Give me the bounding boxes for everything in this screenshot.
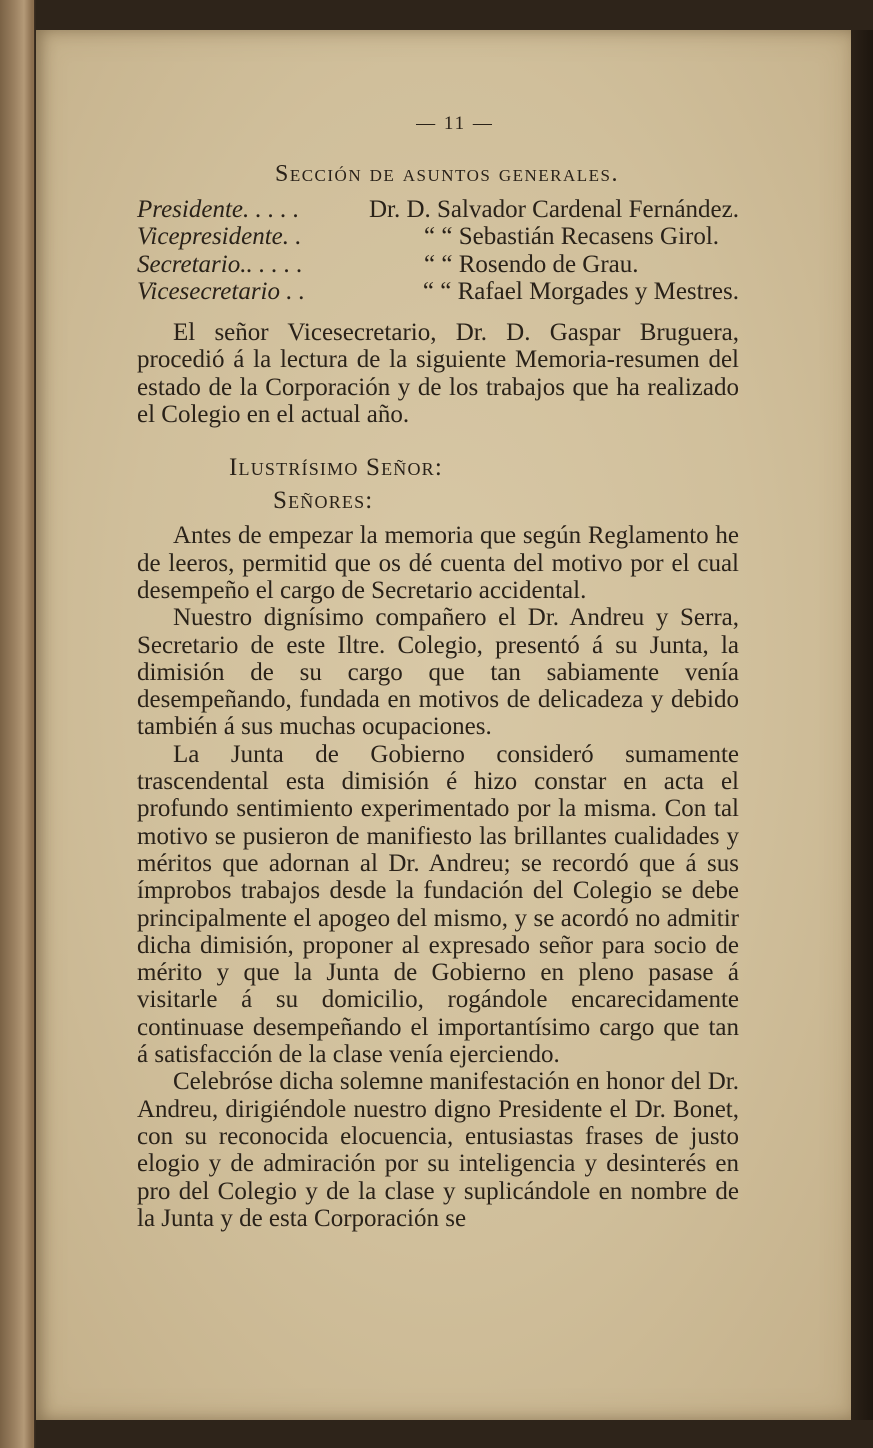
previous-page-edge xyxy=(0,0,34,1448)
body-paragraph: Nuestro dignísimo compañero el Dr. Andreu y Serra, Secretario de este Iltre. Colegio, presentó á su Junta, la dimisión de su cargo que tan sabiamente venía desempeñando, fundada en motivos de delicadeza y debido también á sus muchas ocupaciones. xyxy=(137,604,739,741)
roster-role: Presidente. . . . . xyxy=(137,196,300,223)
intro-paragraph: El señor Vicesecretario, Dr. D. Gaspar Bruguera, procedió á la lectura de la siguiente Memoria-resumen del estado de la Corporación y de los trabajos que ha realizado el Colegio en el actual año. xyxy=(137,319,739,429)
body-paragraph: Antes de empezar la memoria que según Reglamento he de leeros, permitid que os dé cuenta del motivo por el cual desempeño el cargo de Secretario accidental. xyxy=(137,522,739,604)
book-edge-shadow xyxy=(851,30,873,1420)
roster-name: Dr. D. Salvador Cardenal Fernández. xyxy=(368,196,739,223)
officers-roster xyxy=(137,196,739,305)
section-title: Sección de asuntos generales. xyxy=(274,161,620,187)
roster-row-vicesecretary xyxy=(137,278,739,305)
roster-name: “ “ Rosendo de Grau. xyxy=(424,250,639,278)
roster-role: Vicepresidente. . xyxy=(137,223,302,251)
roster-name: “ “ Sebastián Recasens Girol. xyxy=(424,223,720,251)
roster-row-vicepresident xyxy=(137,223,739,250)
page-text xyxy=(137,110,739,1232)
roster-row-president xyxy=(137,196,739,223)
salutation-illustrious-sir: Ilustrísimo Señor: xyxy=(229,454,444,482)
roster-name: “ “ Rafael Morgades y Mestres. xyxy=(422,277,739,305)
roster-role: Secretario.. . . . . xyxy=(137,250,303,278)
page-number: — 11 — xyxy=(416,113,494,134)
roster-row-secretary xyxy=(137,251,739,278)
body-paragraph: La Junta de Gobierno consideró sumamente trascendental esta dimisión é hizo constar en acta el profundo sentimiento experimentado por la misma. Con tal motivo se pusieron de manifiesto las brillantes cualidades y méritos que adornan al Dr. Andreu; se recordó que á sus ímprobos trabajos desde la fundación del Colegio se debe principalmente el apogeo del mismo, y se acordó no admitir dicha dimisión, proponer al expresado señor para socio de mérito y que la Junta de Gobierno en pleno pasase á visitarle á su domicilio, rogándole encarecidamente continuase desempeñando el importantísimo cargo que tan á satisfacción de la clase venía ejerciendo. xyxy=(137,740,739,1069)
body-paragraph: Celebróse dicha solemne manifestación en honor del Dr. Andreu, dirigiéndole nuestro digno Presidente el Dr. Bonet, con su reconocida elocuencia, entusiastas frases de justo elogio y de admiración por su inteligencia y desinterés en pro del Colegio y de la clase y suplicándole en nombre de la Junta y de esta Corporación se xyxy=(137,1068,739,1232)
roster-role: Vicesecretario . . xyxy=(137,277,305,305)
salutation-gentlemen: Señores: xyxy=(273,487,374,515)
